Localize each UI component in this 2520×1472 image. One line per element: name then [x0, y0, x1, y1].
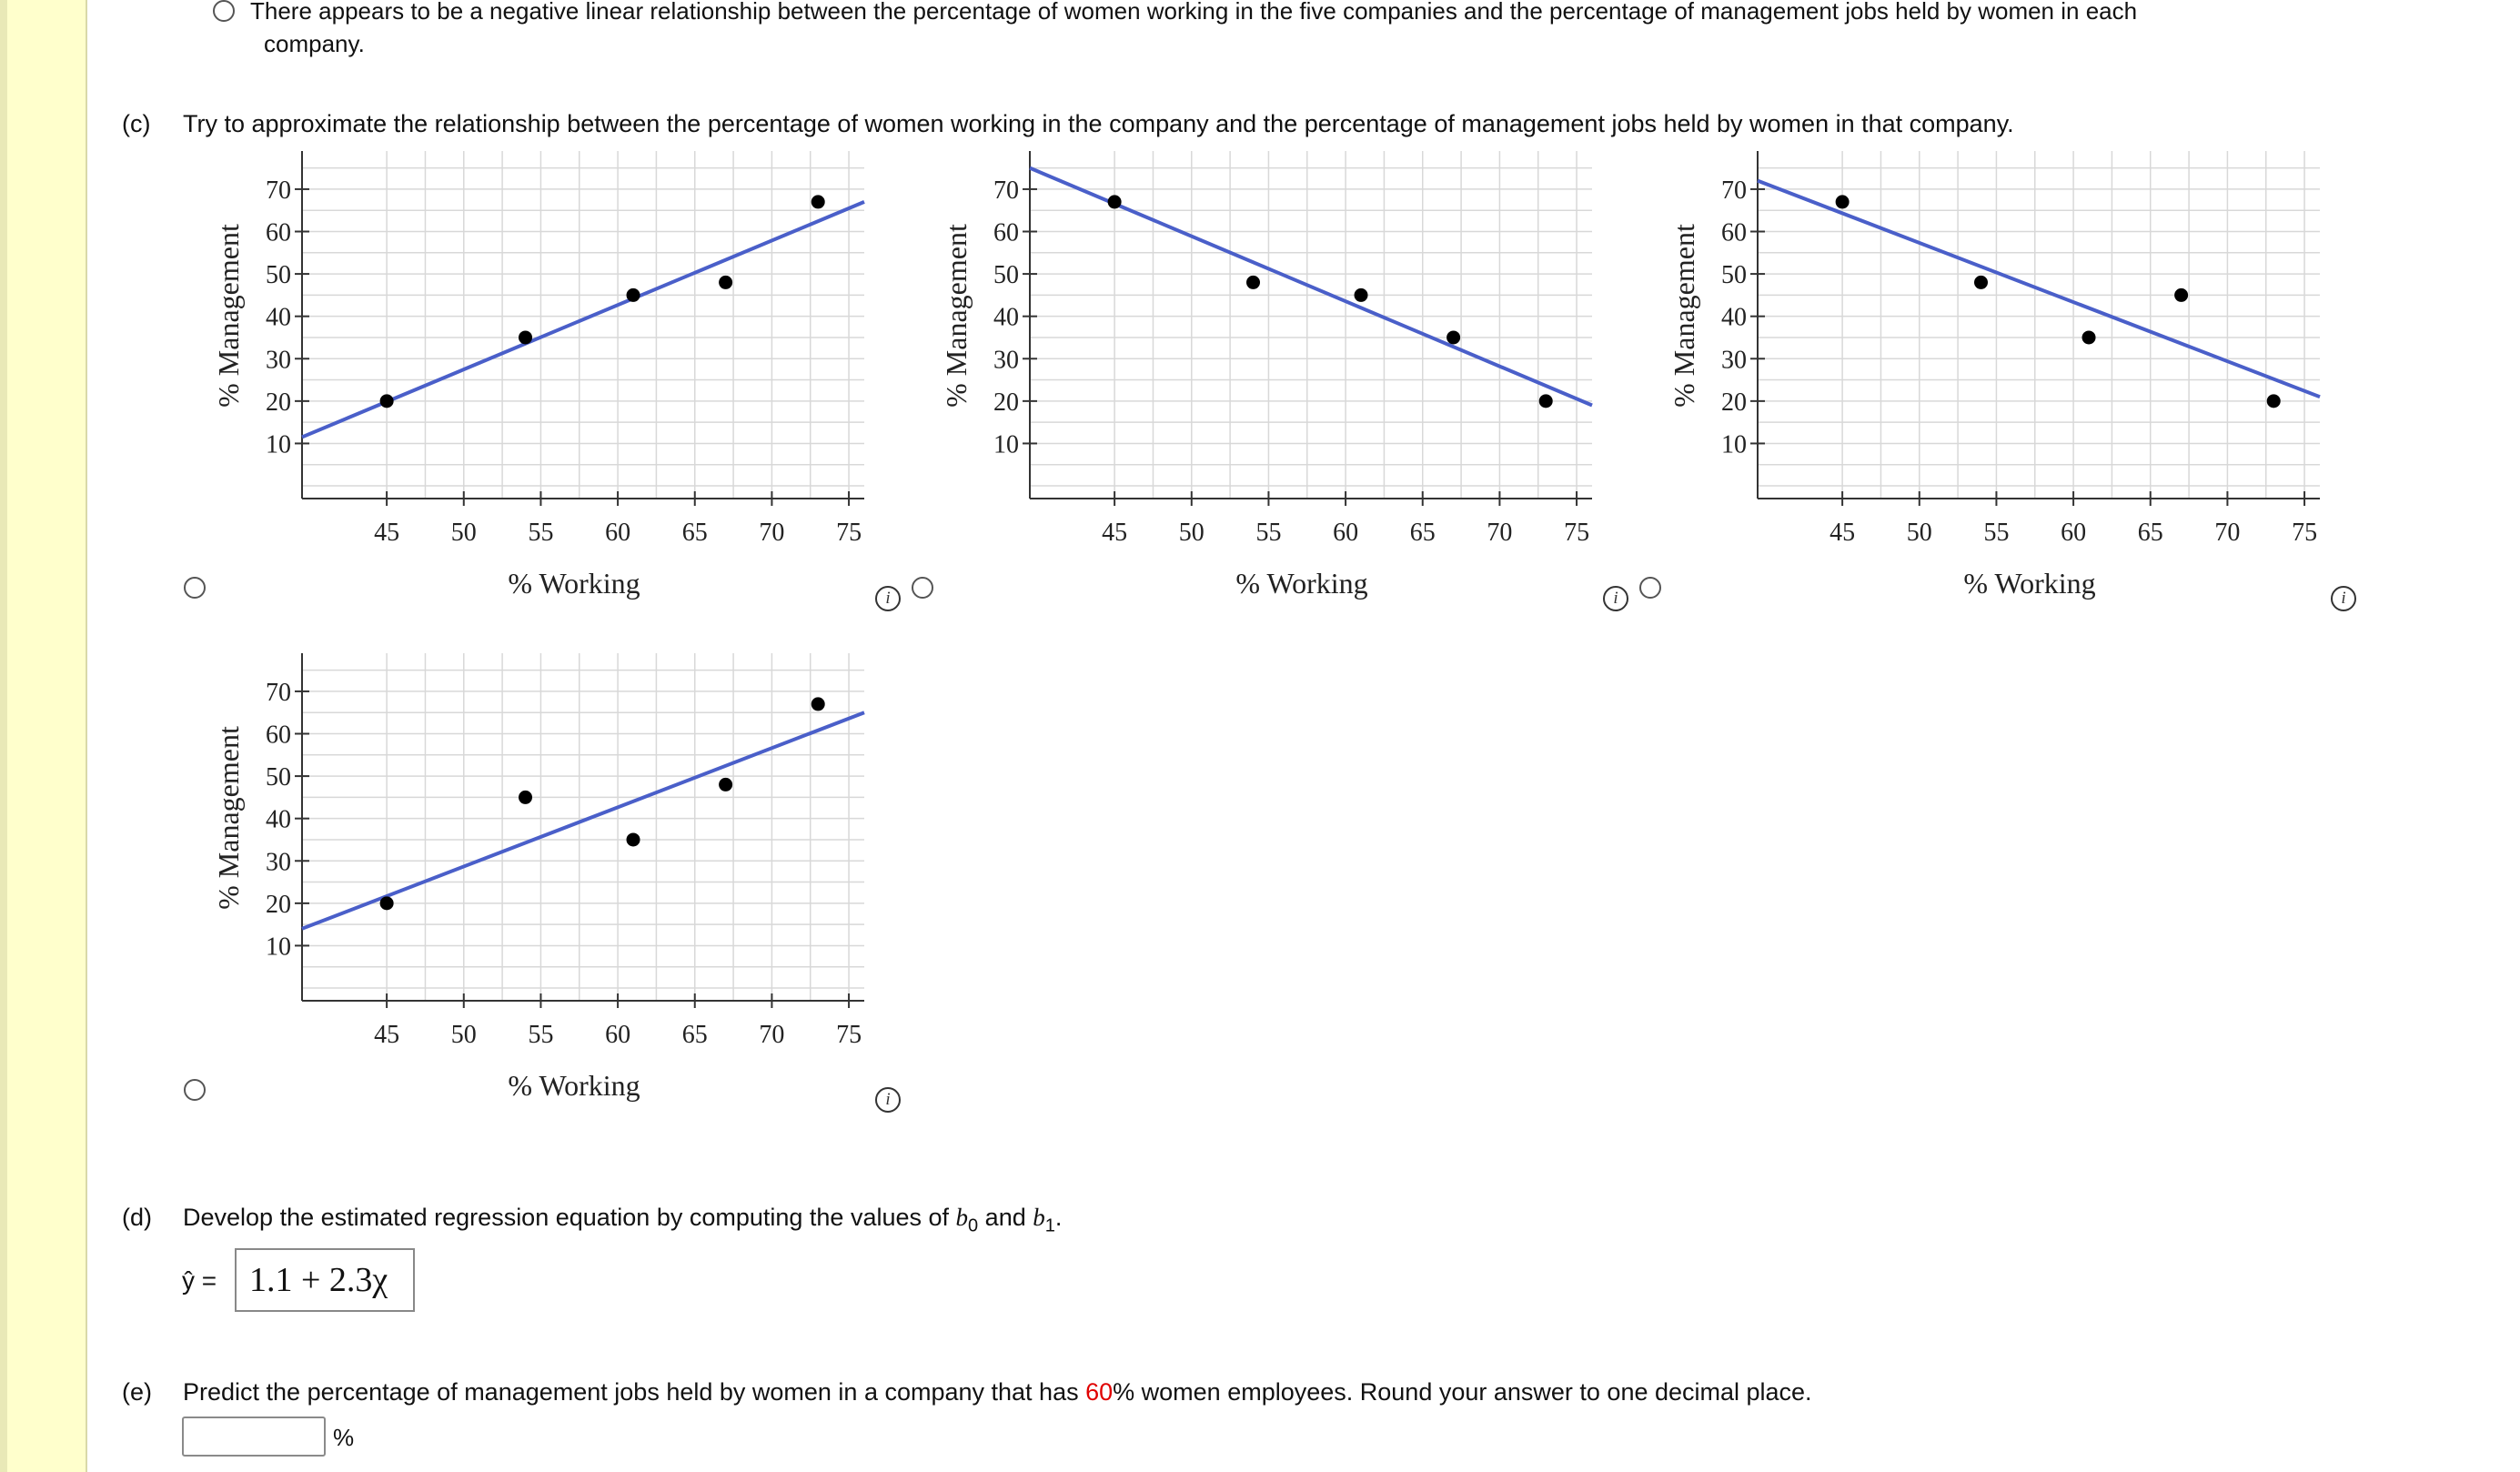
data-point	[1246, 276, 1260, 289]
x-tick-label: 70	[759, 1021, 785, 1049]
y-tick-label: 10	[266, 430, 291, 459]
y-tick-label: 20	[993, 388, 1019, 417]
x-tick-label: 50	[1178, 519, 1205, 547]
data-point	[719, 276, 732, 289]
option-negative-relationship-text-cont: company.	[264, 30, 365, 57]
x-tick-label: 65	[1409, 519, 1436, 547]
x-tick-label: 70	[759, 519, 785, 547]
x-tick-label: 45	[374, 1021, 400, 1049]
b1-symbol: b	[1033, 1204, 1045, 1231]
chart-option-3-svg	[1656, 151, 2347, 606]
x-tick-label: 70	[1487, 519, 1513, 547]
y-tick-label: 70	[1721, 176, 1747, 205]
data-point	[1108, 195, 1122, 208]
part-e-question	[183, 1376, 1812, 1408]
x-tick-label: 55	[1255, 519, 1282, 547]
chart-option-2	[928, 151, 1619, 606]
y-tick-label: 60	[266, 218, 291, 247]
part-e-highlight-value: 60	[1085, 1378, 1114, 1406]
b1-subscript: 1	[1044, 1215, 1055, 1236]
data-point	[811, 697, 825, 711]
data-point	[519, 791, 532, 804]
chart-option-2-info-icon[interactable]: i	[1603, 586, 1628, 611]
x-tick-label: 60	[1333, 519, 1359, 547]
chart-option-4-info-icon[interactable]: i	[875, 1087, 901, 1113]
data-point	[1974, 276, 1988, 289]
y-tick-label: 10	[1721, 430, 1747, 459]
part-e-question-pre: Predict the percentage of management jobs held by women in a company that has	[183, 1378, 1079, 1406]
x-tick-label: 75	[1564, 519, 1590, 547]
part-e-label: (e)	[122, 1378, 152, 1406]
x-tick-label: 65	[681, 519, 708, 547]
x-tick-label: 50	[1906, 519, 1932, 547]
x-tick-label: 60	[605, 1021, 631, 1049]
x-axis-label: % Working	[1963, 567, 2096, 600]
data-point	[627, 288, 640, 302]
y-tick-label: 60	[1721, 218, 1747, 247]
chart-option-4-svg	[200, 653, 892, 1108]
x-tick-label: 50	[450, 1021, 477, 1049]
chart-option-3-info-icon[interactable]: i	[2331, 586, 2356, 611]
x-tick-label: 75	[836, 1021, 862, 1049]
chart-option-4	[200, 653, 892, 1108]
yhat-label: ŷ =	[182, 1266, 217, 1295]
y-axis-label: % Management	[212, 726, 245, 910]
y-tick-label: 70	[266, 176, 291, 205]
x-tick-label: 75	[2292, 519, 2318, 547]
b0-subscript: 0	[968, 1215, 979, 1236]
part-d-label: (d)	[122, 1204, 152, 1231]
y-tick-label: 50	[266, 261, 291, 290]
data-point	[2174, 288, 2188, 302]
data-point	[380, 896, 394, 910]
part-d-and: and	[984, 1204, 1026, 1231]
part-c-label: (c)	[122, 110, 151, 137]
x-tick-label: 45	[1830, 519, 1856, 547]
y-tick-label: 50	[1721, 261, 1747, 290]
data-point	[2082, 330, 2096, 344]
b0-symbol: b	[955, 1204, 969, 1231]
x-tick-label: 55	[528, 519, 554, 547]
y-tick-label: 40	[993, 303, 1019, 332]
x-tick-label: 55	[528, 1021, 554, 1049]
x-tick-label: 65	[681, 1021, 708, 1049]
y-tick-label: 50	[993, 261, 1019, 290]
chart-option-1-svg	[200, 151, 892, 606]
y-axis-label: % Management	[940, 224, 973, 408]
y-tick-label: 20	[266, 388, 291, 417]
y-axis-label: % Management	[212, 224, 245, 408]
chart-option-1	[200, 151, 892, 606]
x-axis-label: % Working	[508, 1069, 640, 1102]
chart-option-2-radio[interactable]	[912, 577, 933, 599]
y-tick-label: 20	[266, 890, 291, 919]
x-tick-label: 60	[605, 519, 631, 547]
y-tick-label: 70	[266, 678, 291, 707]
chart-option-3-radio[interactable]	[1639, 577, 1661, 599]
part-d-question-pre: Develop the estimated regression equation by computing the values of	[183, 1204, 950, 1231]
chart-option-2-svg	[928, 151, 1619, 606]
data-point	[719, 778, 732, 791]
chart-option-4-radio[interactable]	[184, 1079, 206, 1101]
y-tick-label: 30	[993, 346, 1019, 375]
data-point	[1446, 330, 1460, 344]
part-d-period: .	[1054, 1204, 1063, 1231]
y-tick-label: 40	[1721, 303, 1747, 332]
x-tick-label: 55	[1983, 519, 2010, 547]
y-tick-label: 50	[266, 763, 291, 792]
x-tick-label: 75	[836, 519, 862, 547]
y-tick-label: 30	[1721, 346, 1747, 375]
data-point	[811, 195, 825, 208]
chart-option-3	[1656, 151, 2347, 606]
regression-equation-field[interactable]: 1.1 + 2.3χ	[235, 1248, 415, 1312]
y-tick-label: 30	[266, 848, 291, 877]
x-axis-label: % Working	[1235, 567, 1368, 600]
chart-option-1-radio[interactable]	[184, 577, 206, 599]
y-tick-label: 70	[993, 176, 1019, 205]
data-point	[1355, 288, 1368, 302]
option-negative-relationship-radio[interactable]	[213, 0, 235, 22]
y-tick-label: 40	[266, 805, 291, 834]
x-tick-label: 45	[374, 519, 400, 547]
x-tick-label: 65	[2137, 519, 2163, 547]
data-point	[380, 394, 394, 408]
y-tick-label: 10	[993, 430, 1019, 459]
x-tick-label: 70	[2214, 519, 2241, 547]
x-tick-label: 45	[1102, 519, 1128, 547]
part-c-question: Try to approximate the relationship between the percentage of women working in the company and the percentage of management jobs held by women in that company.	[183, 110, 2014, 137]
data-point	[1836, 195, 1850, 208]
y-tick-label: 10	[266, 933, 291, 962]
y-tick-label: 40	[266, 303, 291, 332]
x-tick-label: 60	[2061, 519, 2087, 547]
y-tick-label: 60	[266, 721, 291, 750]
part-d-question	[183, 1201, 1062, 1242]
data-point	[519, 330, 532, 344]
x-tick-label: 50	[450, 519, 477, 547]
prediction-answer-input[interactable]	[182, 1417, 326, 1457]
y-axis-label: % Management	[1668, 224, 1700, 408]
y-tick-label: 60	[993, 218, 1019, 247]
chart-option-1-info-icon[interactable]: i	[875, 586, 901, 611]
data-point	[2267, 394, 2281, 408]
left-edge	[0, 0, 7, 1472]
percent-unit: %	[333, 1424, 355, 1451]
data-point	[627, 832, 640, 846]
x-axis-label: % Working	[508, 567, 640, 600]
option-negative-relationship-text: There appears to be a negative linear relationship between the percentage of women working in the five companies and the percentage of management jobs held by women in each	[250, 0, 2138, 25]
y-tick-label: 30	[266, 346, 291, 375]
part-e-question-post: % women employees. Round your answer to one decimal place.	[1113, 1378, 1812, 1406]
data-point	[1539, 394, 1553, 408]
y-tick-label: 20	[1721, 388, 1747, 417]
sidebar-strip	[0, 0, 87, 1472]
